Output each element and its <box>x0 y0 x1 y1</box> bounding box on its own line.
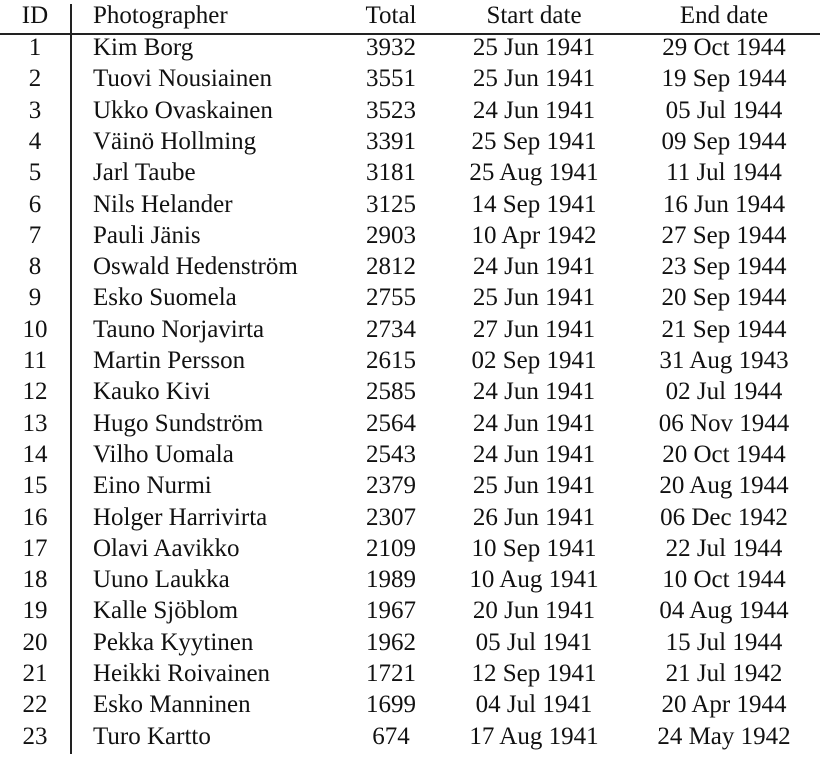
cell-photographer: Heikki Roivainen <box>93 660 271 687</box>
table-row <box>0 376 820 407</box>
cell-photographer: Tuovi Nousiainen <box>93 65 272 93</box>
cell-id: 13 <box>22 409 48 437</box>
cell-end-date: 06 Dec 1942 <box>660 503 788 531</box>
cell-start-date: 14 Sep 1941 <box>471 190 597 218</box>
cell-start-date: 27 Jun 1941 <box>472 315 596 343</box>
cell-end-date: 20 Oct 1944 <box>662 440 786 468</box>
cell-total: 674 <box>372 722 410 750</box>
cell-end-date: 06 Nov 1944 <box>658 409 790 437</box>
cell-end-date: 23 Sep 1944 <box>661 253 787 281</box>
cell-end-date: 02 Jul 1944 <box>665 378 783 406</box>
cell-photographer: Tauno Norjavirta <box>93 315 265 343</box>
table-row <box>0 282 820 313</box>
cell-id: 21 <box>22 660 48 687</box>
cell-id: 16 <box>22 503 48 531</box>
cell-id: 7 <box>28 221 42 249</box>
table-row <box>0 220 820 251</box>
header-end-date: End date <box>679 2 769 29</box>
cell-total: 1721 <box>366 660 416 687</box>
cell-photographer: Pauli Jänis <box>93 221 201 249</box>
cell-total: 2379 <box>366 472 416 500</box>
cell-end-date: 27 Sep 1944 <box>661 221 787 249</box>
cell-total: 1967 <box>366 597 416 625</box>
cell-id: 6 <box>28 190 42 218</box>
cell-id: 20 <box>22 628 48 656</box>
cell-start-date: 04 Jul 1941 <box>475 691 593 719</box>
cell-end-date: 11 Jul 1944 <box>666 159 782 187</box>
cell-id: 2 <box>28 65 42 93</box>
cell-id: 11 <box>22 347 48 374</box>
cell-end-date: 10 Oct 1944 <box>662 566 786 594</box>
cell-start-date: 10 Sep 1941 <box>471 534 597 562</box>
cell-end-date: 21 Jul 1942 <box>665 660 783 687</box>
cell-photographer: Ukko Ovaskainen <box>93 96 273 124</box>
cell-photographer: Eino Nurmi <box>93 472 212 500</box>
cell-total: 2615 <box>366 347 416 374</box>
cell-end-date: 29 Oct 1944 <box>662 34 786 61</box>
cell-photographer: Nils Helander <box>93 190 233 218</box>
cell-end-date: 04 Aug 1944 <box>659 597 789 625</box>
cell-id: 1 <box>28 34 42 61</box>
cell-photographer: Holger Harrivirta <box>93 503 268 531</box>
header-photographer: Photographer <box>93 2 228 29</box>
table-row <box>0 595 820 626</box>
table-row <box>0 157 820 188</box>
cell-id: 19 <box>22 597 48 625</box>
cell-total: 1962 <box>366 628 416 656</box>
table-row <box>0 63 820 94</box>
cell-end-date: 05 Jul 1944 <box>665 96 783 124</box>
table-row <box>0 408 820 439</box>
cell-total: 3181 <box>366 159 416 187</box>
cell-start-date: 20 Jun 1941 <box>472 597 596 625</box>
cell-photographer: Pekka Kyytinen <box>93 628 254 656</box>
cell-end-date: 22 Jul 1944 <box>665 534 783 562</box>
cell-id: 8 <box>28 253 42 281</box>
cell-total: 2109 <box>366 534 416 562</box>
cell-photographer: Esko Suomela <box>93 284 237 312</box>
table-row <box>0 32 820 63</box>
cell-start-date: 10 Apr 1942 <box>471 221 597 249</box>
cell-total: 1989 <box>366 566 416 594</box>
cell-id: 4 <box>28 127 42 155</box>
cell-id: 15 <box>22 472 48 500</box>
cell-start-date: 25 Jun 1941 <box>472 284 596 312</box>
cell-id: 12 <box>22 378 48 406</box>
cell-total: 2585 <box>366 378 416 406</box>
cell-id: 5 <box>28 159 42 187</box>
table-row <box>0 95 820 126</box>
header-row <box>0 0 820 31</box>
cell-total: 2543 <box>366 440 416 468</box>
cell-total: 2812 <box>366 253 416 281</box>
cell-photographer: Jarl Taube <box>93 159 196 187</box>
cell-total: 3551 <box>366 65 416 93</box>
header-total: Total <box>365 2 417 29</box>
table-row <box>0 251 820 282</box>
cell-start-date: 25 Jun 1941 <box>472 34 596 61</box>
cell-photographer: Hugo Sundström <box>93 409 264 437</box>
cell-total: 2307 <box>366 503 416 531</box>
cell-total: 1699 <box>366 691 416 719</box>
cell-start-date: 12 Sep 1941 <box>471 660 597 687</box>
cell-total: 2564 <box>366 409 416 437</box>
cell-total: 3391 <box>366 127 416 155</box>
cell-end-date: 15 Jul 1944 <box>665 628 783 656</box>
table-row <box>0 627 820 658</box>
cell-end-date: 31 Aug 1943 <box>659 347 789 374</box>
cell-start-date: 24 Jun 1941 <box>472 440 596 468</box>
cell-end-date: 24 May 1942 <box>657 722 791 750</box>
cell-start-date: 24 Jun 1941 <box>472 96 596 124</box>
cell-photographer: Martin Persson <box>93 347 246 374</box>
cell-end-date: 20 Aug 1944 <box>659 472 789 500</box>
cell-photographer: Esko Manninen <box>93 691 251 719</box>
table-row <box>0 658 820 689</box>
cell-start-date: 17 Aug 1941 <box>469 722 599 750</box>
cell-photographer: Turo Kartto <box>93 722 211 750</box>
table-row <box>0 564 820 595</box>
cell-photographer: Väinö Hollming <box>93 127 257 155</box>
table-row <box>0 439 820 470</box>
cell-id: 23 <box>22 722 48 750</box>
cell-total: 3125 <box>366 190 416 218</box>
table-row <box>0 689 820 720</box>
cell-end-date: 20 Apr 1944 <box>661 691 787 719</box>
table-row <box>0 533 820 564</box>
header-start-date: Start date <box>486 2 582 29</box>
cell-start-date: 25 Sep 1941 <box>471 127 597 155</box>
cell-id: 9 <box>28 284 42 312</box>
cell-id: 17 <box>22 534 48 562</box>
table-row <box>0 502 820 533</box>
table-row <box>0 189 820 220</box>
cell-start-date: 02 Sep 1941 <box>471 347 597 374</box>
cell-id: 10 <box>22 315 48 343</box>
cell-start-date: 25 Jun 1941 <box>472 472 596 500</box>
cell-start-date: 25 Aug 1941 <box>469 159 599 187</box>
cell-start-date: 05 Jul 1941 <box>475 628 593 656</box>
cell-photographer: Vilho Uomala <box>93 440 234 468</box>
cell-start-date: 26 Jun 1941 <box>472 503 596 531</box>
cell-total: 3523 <box>366 96 416 124</box>
cell-start-date: 24 Jun 1941 <box>472 378 596 406</box>
table-row <box>0 721 820 752</box>
cell-start-date: 10 Aug 1941 <box>469 566 599 594</box>
cell-end-date: 19 Sep 1944 <box>661 65 787 93</box>
cell-start-date: 25 Jun 1941 <box>472 65 596 93</box>
cell-photographer: Kalle Sjöblom <box>93 597 239 625</box>
header-id: ID <box>21 2 49 29</box>
cell-id: 14 <box>22 440 48 468</box>
cell-start-date: 24 Jun 1941 <box>472 409 596 437</box>
cell-start-date: 24 Jun 1941 <box>472 253 596 281</box>
cell-end-date: 21 Sep 1944 <box>661 315 787 343</box>
table-row <box>0 314 820 345</box>
table-row <box>0 345 820 376</box>
cell-id: 3 <box>28 96 42 124</box>
cell-end-date: 16 Jun 1944 <box>662 190 786 218</box>
cell-photographer: Kim Borg <box>93 34 194 61</box>
cell-total: 2734 <box>366 315 416 343</box>
cell-photographer: Uuno Laukka <box>93 566 230 594</box>
cell-photographer: Oswald Hedenström <box>93 253 298 281</box>
cell-end-date: 20 Sep 1944 <box>661 284 787 312</box>
cell-photographer: Kauko Kivi <box>93 378 211 406</box>
table-row <box>0 126 820 157</box>
cell-total: 3932 <box>366 34 416 61</box>
cell-end-date: 09 Sep 1944 <box>661 127 787 155</box>
cell-total: 2755 <box>366 284 416 312</box>
cell-photographer: Olavi Aavikko <box>93 534 240 562</box>
cell-total: 2903 <box>366 221 416 249</box>
cell-id: 18 <box>22 566 48 594</box>
table-row <box>0 470 820 501</box>
cell-id: 22 <box>22 691 48 719</box>
